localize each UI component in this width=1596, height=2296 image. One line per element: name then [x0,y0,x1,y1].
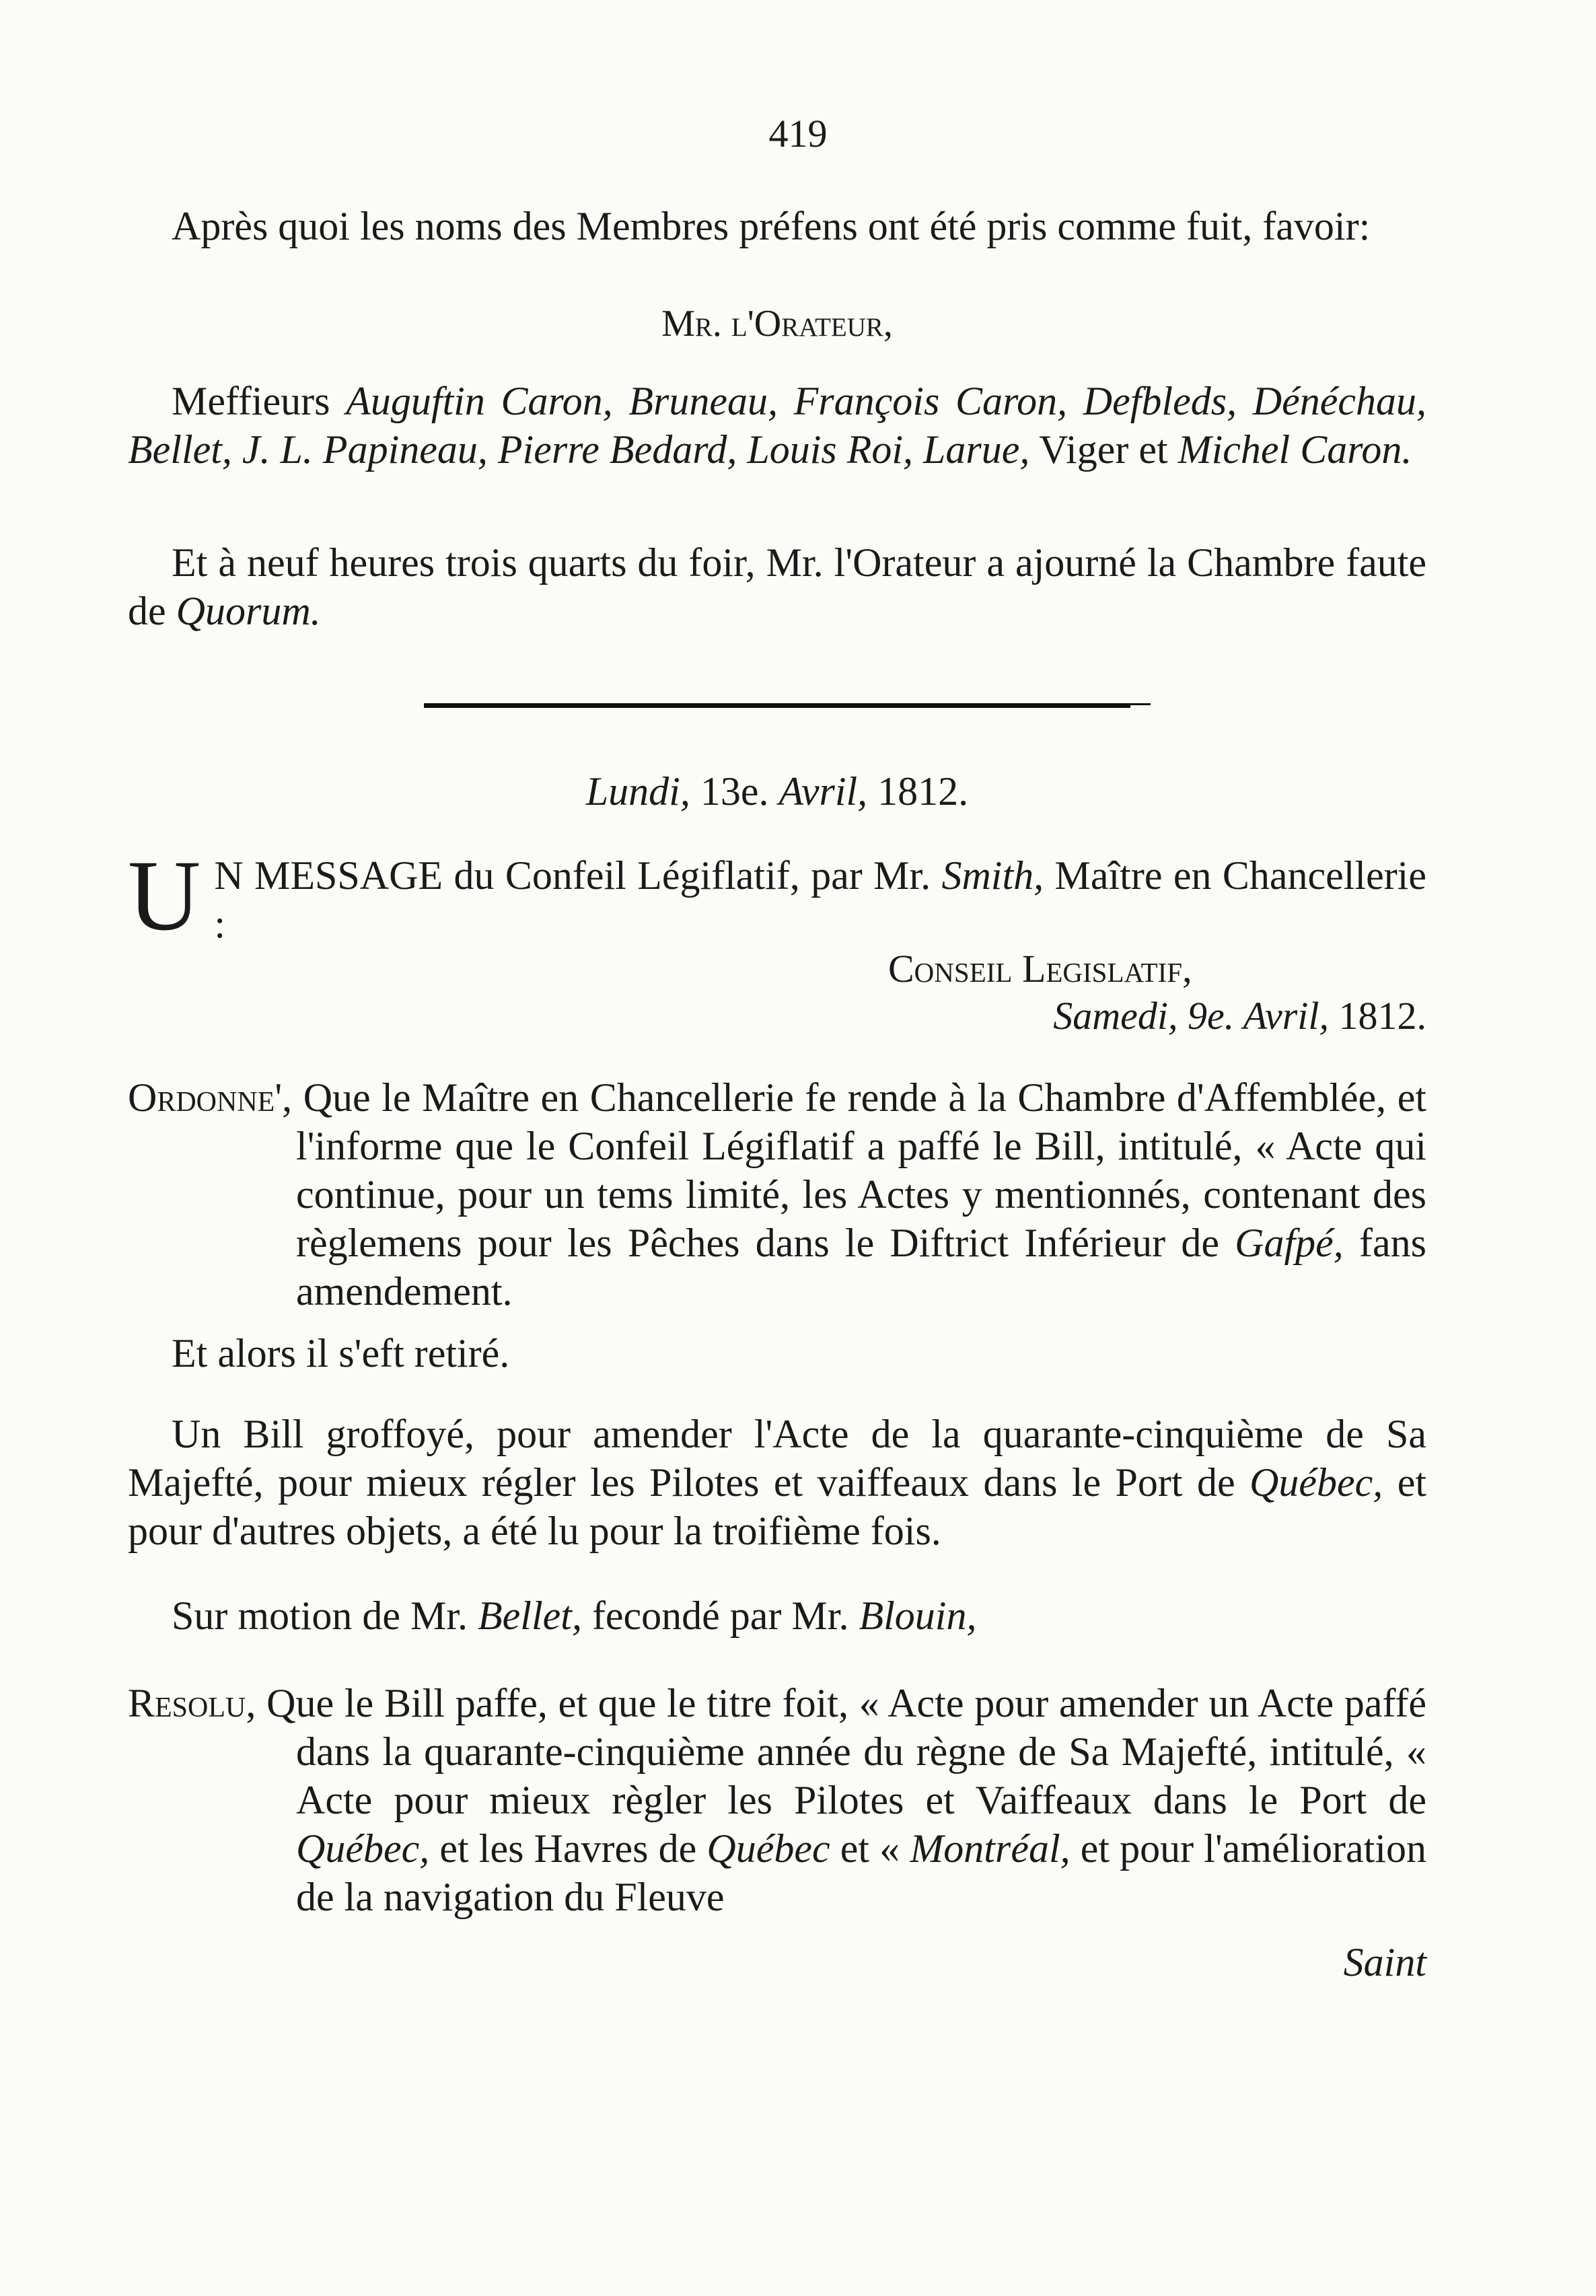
page-number: 419 [768,112,828,155]
adjourn-paragraph [128,538,1426,635]
roll-call-paragraph [128,202,1426,250]
council-date-year: 1812. [1329,994,1426,1038]
ordonne-text-2: fans amendement. [296,1221,1426,1314]
members-names: Auguftin Caron, Bruneau, François Caron, Defbleds, Dénéchau, Bellet, J. L. Papineau, Pierre Bedard, Louis Roi, Larue, [128,379,1426,472]
ordonne-text: Que le Maître en Chancellerie fe rende à la Chambre d'Affemblée, et l'informe que le Confeil Légiflatif a paffé le Bill, intitulé, « Acte qui continue, pour un tems limité, les Actes y mentionnés, contenant des règlemens pour les Pêches dans le Diftrict Inférieur de [292,1075,1426,1265]
resolu-text-4: et pour l'amélioration de la navigation du Fleuve [296,1826,1426,1919]
members-paragraph [128,377,1426,474]
resolu-quebec-1: Québec, [296,1826,430,1871]
motion-paragraph [128,1591,1426,1640]
council-date-day: Samedi, 9e. Avril, [1053,994,1329,1038]
council-header [861,945,1426,1040]
bill-paragraph [128,1410,1426,1555]
resolu-montreal: Montréal, [910,1826,1071,1871]
gaspe-word: Gafpé, [1235,1221,1344,1265]
drop-cap: U [128,840,201,952]
message-text-2: Maître en Chancellerie : [214,853,1426,946]
date-day: Lundi, [585,769,690,814]
council-name: Conseil Legislatif, [888,947,1192,991]
motion-text-2: fecondé par Mr. [581,1593,859,1638]
resolu-label: Resolu, [128,1681,256,1725]
members-intro: Meffieurs [172,379,347,423]
message-text: N MESSAGE du Confeil Légiflatif, par Mr. [214,853,942,898]
council-date [861,993,1426,1040]
roll-call-text: Après quoi les noms des Membres préfens ont été pris comme fuit, favoir: [172,204,1371,248]
ordonne-label: Ordonne', [128,1075,293,1120]
adjourn-text: Et à neuf heures trois quarts du foir, Mr. l'Orateur a ajourné la Chambre faute de [128,540,1426,633]
section-rule [424,703,1130,708]
date-num: 13e. [690,769,779,814]
motion-text: Sur motion de Mr. [172,1593,478,1638]
resolu-text-3: et « [830,1826,910,1871]
bellet-name: Bellet, [478,1593,582,1638]
bill-text-2: et pour d'autres objets, a été lu pour la troifième fois. [128,1460,1426,1553]
resolu-text: Que le Bill paffe, et que le titre foit, « Acte pour amender un Acte paffé dans la quarante-cinquième année du règne de Sa Majefté, intitulé, « Acte pour mieux règler les Pilotes et Vaiffeaux dans le Port de [256,1681,1426,1822]
members-and: Viger et [1029,427,1178,472]
catchword [128,1938,1426,1986]
date-heading [128,767,1426,816]
smith-name: Smith, [941,853,1044,898]
catchword-text: Saint [1343,1940,1426,1984]
retire-text: Et alors il s'eft retiré. [172,1331,510,1375]
quorum-word: Quorum. [176,589,321,633]
date-year: 1812. [867,769,969,814]
blouin-name: Blouin, [859,1593,977,1638]
message-paragraph [128,840,1426,952]
ordonne-paragraph [128,1073,1426,1316]
quebec-word: Québec, [1249,1460,1383,1505]
resolu-text-2: et les Havres de [429,1826,707,1871]
bill-text: Un Bill groffoyé, pour amender l'Acte de la quarante-cinquième de Sa Majefté, pour mieux régler les Pilotes et vaiffeaux dans le Port de [128,1412,1426,1505]
resolu-quebec-2: Québec [706,1826,830,1871]
members-last: Michel Caron. [1177,427,1412,472]
date-month: Avril, [778,769,868,814]
speaker-line: Mr. l'Orateur, [661,303,893,345]
retire-paragraph [128,1329,1426,1377]
resolu-paragraph [128,1679,1426,1921]
